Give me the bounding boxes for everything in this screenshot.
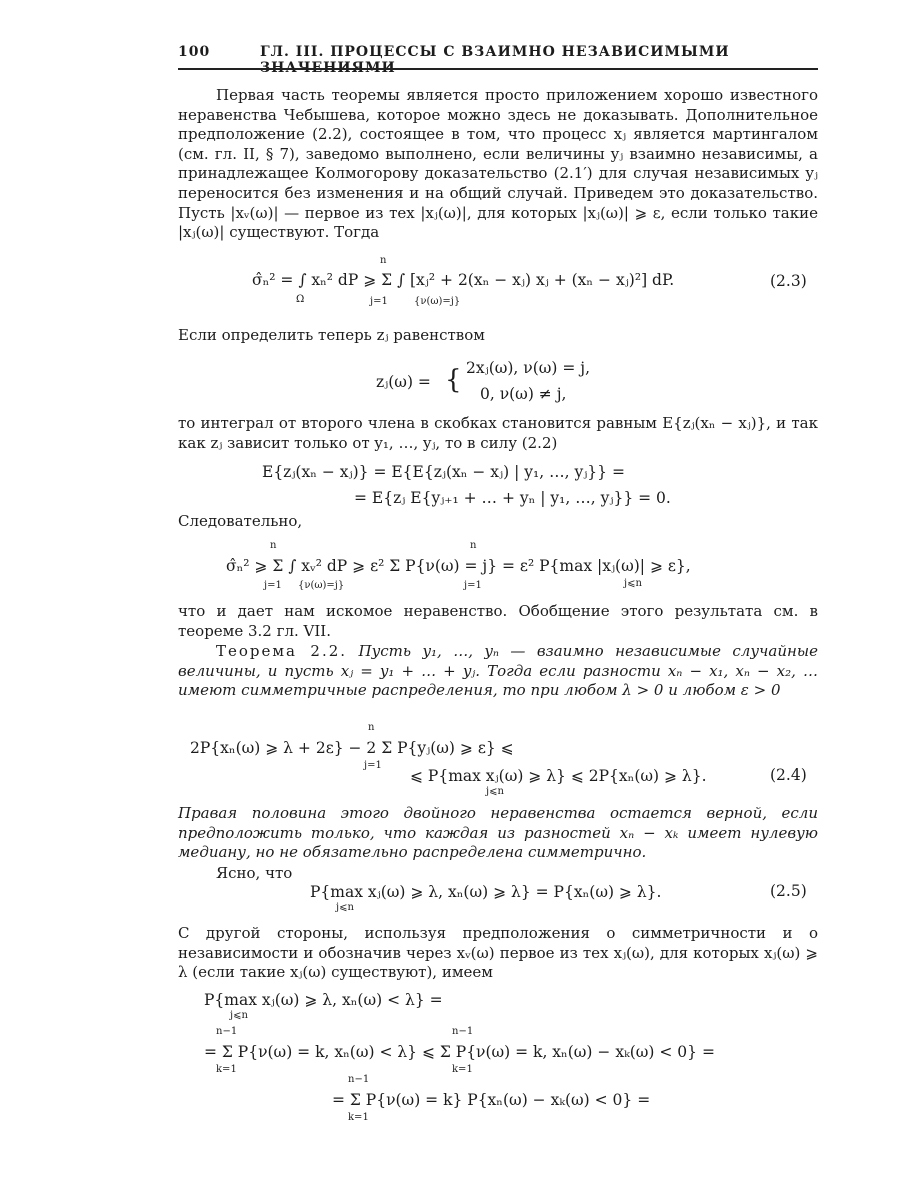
equation-number: (2.3) [770,272,807,290]
derivation-line-2: = Σ P{ν(ω) = k, xₙ(ω) < λ} ⩽ Σ P{ν(ω) = k, xₙ(ω) − xₖ(ω) < 0} = [204,1043,715,1061]
paragraph-6: Правая половина этого двойного неравенства остается верной, если предположить только, что каждая из разностей xₙ − xₖ имеет нулевую медиану, но не обязательно распределена симметрично. [178,804,818,862]
derivation-line-3: = Σ P{ν(ω) = k} P{xₙ(ω) − xₖ(ω) < 0} = [332,1091,651,1109]
theorem-label: Теорема 2.2. [216,642,348,660]
theorem-2-2 [178,642,818,701]
running-header [178,44,818,76]
equation-number-2-5: (2.5) [770,882,807,900]
sum-upper-6: n−1 [348,1074,370,1085]
limit-upper: n [380,255,387,266]
paragraph-3: то интеграл от второго члена в скобках становится равным E{zⱼ(xₙ − xⱼ)}, и так как zⱼ зависит только от y₁, …, yⱼ, то в силу (2.2) [178,414,818,452]
max-subscript-2: j⩽n [486,786,504,797]
limit-set: {ν(ω)=j} [414,296,461,307]
expectation-line-1: E{zⱼ(xₙ − xⱼ)} = E{E{zⱼ(xₙ − xⱼ) | y₁, …, yⱼ}} = [262,463,625,481]
paragraph-7: Ясно, что [216,864,293,882]
derivation-line-1: P{max xⱼ(ω) ⩾ λ, xₙ(ω) < λ} = [204,991,443,1009]
integral-set: {ν(ω)=j} [298,580,345,591]
chapter-title: ГЛ. III. ПРОЦЕССЫ С ВЗАИМНО НЕЗАВИСИМЫМИ ЗНАЧЕНИЯМИ [260,44,730,76]
limit-lower: j=1 [370,296,388,307]
equation-2-3: σ̂ₙ² = ∫ xₙ² dP ⩾ Σ ∫ [xⱼ² + 2(xₙ − xⱼ) xⱼ + (xₙ − xⱼ)²] dP. [252,271,675,289]
paragraph-4: Следовательно, [178,512,303,530]
sum-lower-2: j=1 [464,580,482,591]
sigma-inequality: σ̂ₙ² ⩾ Σ ∫ xᵥ² dP ⩾ ε² Σ P{ν(ω) = j} = ε² P{max |xⱼ(ω)| ⩾ ε}, [226,557,691,575]
equation-number-2-4: (2.4) [770,766,807,784]
equation-2-4-line-2: ⩽ P{max xⱼ(ω) ⩾ λ} ⩽ 2P{xₙ(ω) ⩾ λ}. [410,767,707,785]
sum-lower-5: k=1 [452,1064,473,1075]
max-subscript: j⩽n [624,578,642,589]
z-definition: zⱼ(ω) = [376,373,431,391]
paragraph-1: Первая часть теоремы является просто приложением хорошо известного неравенства Чебышева, которое можно здесь не доказывать. Дополнительное предположение (2.2), состоящее в том, что процесс xⱼ является мартингалом (см. гл. II, § 7), заведомо выполнено, если величины yⱼ взаимно независимы, а принадлежащее Колмогорову доказательство (2.1′) для случая независимых yⱼ переносится без изменения и на общий случай. Приведем это доказательство. Пусть |xᵥ(ω)| — первое из тех |xⱼ(ω)|, для которых |xⱼ(ω)| ⩾ ε, если только такие |xⱼ(ω)| существуют. Тогда [178,86,818,242]
limit-omega: Ω [296,294,305,305]
z-case-2: 0, ν(ω) ≠ j, [480,385,567,403]
sum-upper-1: n [270,540,277,551]
sum-upper-3: n [368,722,375,733]
sum-upper-5: n−1 [452,1026,474,1037]
sum-lower-3: j=1 [364,760,382,771]
sum-lower-4: k=1 [216,1064,237,1075]
equation-2-4-line-1: 2P{xₙ(ω) ⩾ λ + 2ε} − 2 Σ P{yⱼ(ω) ⩾ ε} ⩽ [190,739,514,757]
max-subscript-3: j⩽n [336,902,354,913]
expectation-line-2: = E{zⱼ E{yⱼ₊₁ + … + yₙ | y₁, …, yⱼ}} = 0. [354,489,671,507]
sum-lower-6: k=1 [348,1112,369,1123]
header-rule [178,68,818,70]
equation-2-5: P{max xⱼ(ω) ⩾ λ, xₙ(ω) ⩾ λ} = P{xₙ(ω) ⩾ λ}. [310,883,662,901]
cases-brace: { [445,365,462,395]
paragraph-2: Если определить теперь zⱼ равенством [178,326,485,344]
z-case-1: 2xⱼ(ω), ν(ω) = j, [466,359,591,377]
paragraph-8: С другой стороны, используя предположения о симметричности и о независимости и обозначив через xᵥ(ω) первое из тех xⱼ(ω), для которых xⱼ(ω) ⩾ λ (если такие xⱼ(ω) существуют), имеем [178,924,818,982]
sum-upper-2: n [470,540,477,551]
sum-lower-1: j=1 [264,580,282,591]
paragraph-5: что и дает нам искомое неравенство. Обобщение этого результата см. в теореме 3.2 гл. VII. [178,602,818,640]
sum-upper-4: n−1 [216,1026,238,1037]
theorem-text: Пусть y₁, …, yₙ — взаимно независимые случайные величины, и пусть xⱼ = y₁ + … + yⱼ. Тогда если разности xₙ − x₁, xₙ − x₂, … имеют симметричные распределения, то при любом λ > 0 и любом ε > 0 [178,642,818,700]
page-number: 100 [178,44,211,60]
max-subscript-4: j⩽n [230,1010,248,1021]
